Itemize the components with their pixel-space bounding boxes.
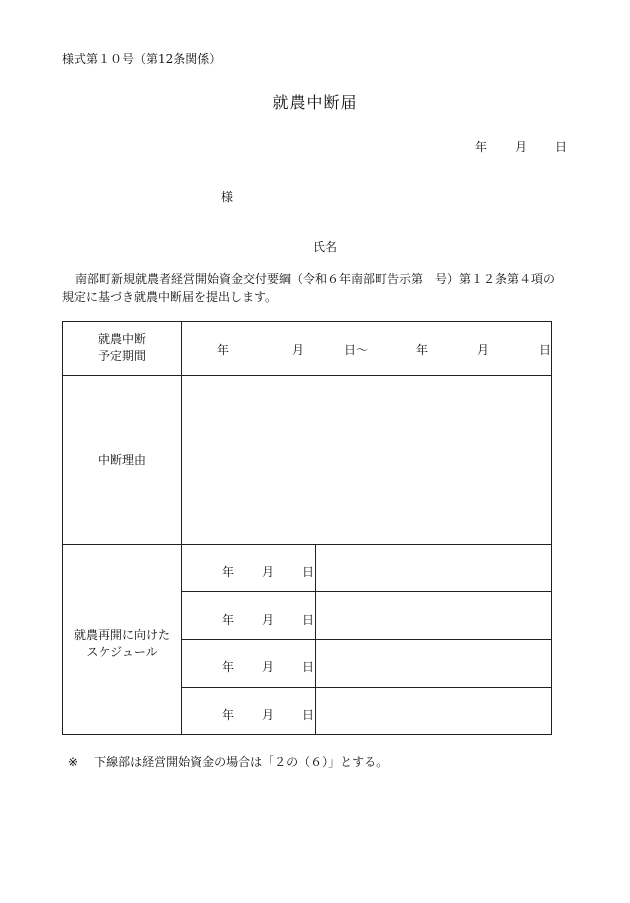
schedule-row-4-year: 年 xyxy=(222,708,235,722)
schedule-row-3-month: 月 xyxy=(262,660,275,674)
schedule-row-3-day: 日 xyxy=(302,660,315,674)
schedule-row-2-day: 日 xyxy=(302,613,315,627)
footnote xyxy=(68,753,388,770)
schedule-row-4-detail[interactable] xyxy=(316,688,551,734)
schedule-label xyxy=(63,627,181,661)
table-border-left xyxy=(62,321,63,735)
schedule-row-1-month: 月 xyxy=(262,565,275,579)
document-title: 就農中断届 xyxy=(272,93,358,112)
schedule-row-1-day: 日 xyxy=(302,565,315,579)
form-number: 様式第１０号（第12条関係） xyxy=(62,52,222,66)
addressee-suffix: 様 xyxy=(221,190,234,204)
reason-input-area[interactable] xyxy=(182,376,551,544)
date-month-label: 月 xyxy=(515,140,528,154)
schedule-row-2-month: 月 xyxy=(262,613,275,627)
period-end-month: 月 xyxy=(477,343,490,357)
schedule-label-line1: 就農再開に向けた xyxy=(73,628,170,642)
schedule-row-3-detail[interactable] xyxy=(316,640,551,687)
period-label-line1: 就農中断 xyxy=(97,332,146,346)
applicant-name-label: 氏名 xyxy=(313,240,338,254)
period-label xyxy=(63,331,181,365)
period-start-year: 年 xyxy=(217,343,230,357)
reference-mark: ※ xyxy=(68,755,79,769)
schedule-row-2-year: 年 xyxy=(222,613,235,627)
table-border-right xyxy=(551,321,552,735)
table-border-bottom xyxy=(62,734,552,735)
schedule-label-line2: スケジュール xyxy=(86,645,158,659)
reason-label: 中断理由 xyxy=(97,453,146,467)
period-start-day: 日～ xyxy=(344,343,369,357)
schedule-row-4-month: 月 xyxy=(262,708,275,722)
schedule-row-4-day: 日 xyxy=(302,708,315,722)
schedule-row-1-detail[interactable] xyxy=(316,545,551,591)
date-year-label: 年 xyxy=(475,140,488,154)
schedule-row-3-year: 年 xyxy=(222,660,235,674)
table-border-top xyxy=(62,321,552,322)
period-end-year: 年 xyxy=(416,343,429,357)
period-start-month: 月 xyxy=(292,343,305,357)
schedule-row-1-year: 年 xyxy=(222,565,235,579)
period-label-line2: 予定期間 xyxy=(97,349,146,363)
period-end-day: 日 xyxy=(539,343,552,357)
date-day-label: 日 xyxy=(555,140,568,154)
body-text: 南部町新規就農者経営開始資金交付要綱（令和６年南部町告示第 号）第１２条第４項の規定に基づき就農中断届を提出します。 xyxy=(62,272,556,304)
schedule-row-2-detail[interactable] xyxy=(316,592,551,639)
footnote-text: 下線部は経営開始資金の場合は「２の（６）」とする。 xyxy=(94,755,389,769)
